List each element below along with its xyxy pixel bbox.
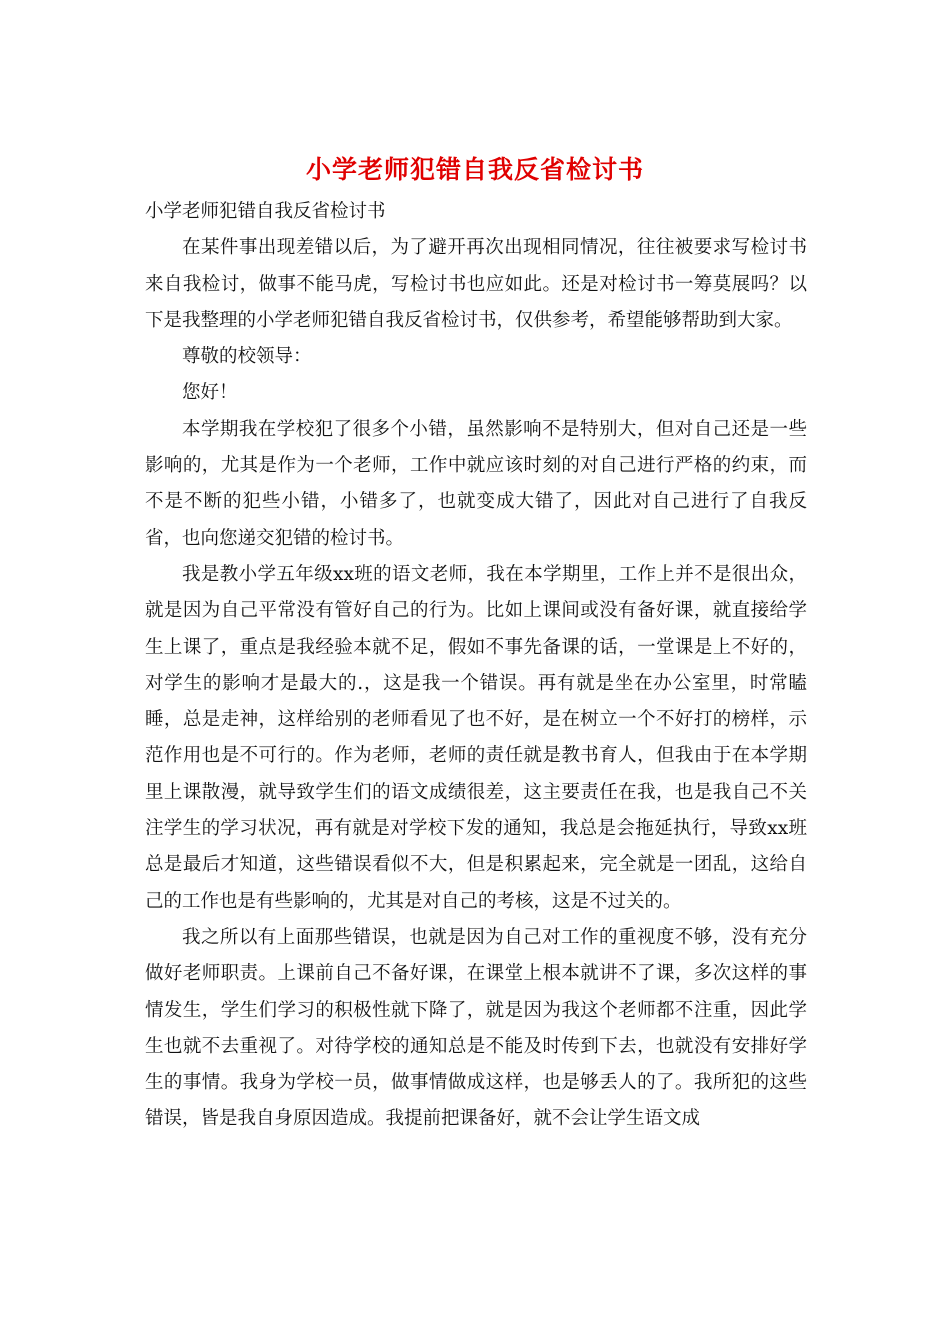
paragraph: 本学期我在学校犯了很多个小错，虽然影响不是特别大，但对自己还是一些影响的，尤其是作为一个老师，工作中就应该时刻的对自己进行严格的约束，而不是不断的犯些小错，小错多了，也就变成大错了，因此对自己进行了自我反省，也向您递交犯错的检讨书。 bbox=[145, 418, 807, 549]
intro-paragraph: 在某件事出现差错以后，为了避开再次出现相同情况，往往被要求写检讨书来自我检讨，做事不能马虎，写检讨书也应如此。还是对检讨书一筹莫展吗？以下是我整理的小学老师犯错自我反省检讨书，仅供参考，希望能够帮助到大家。 bbox=[145, 237, 807, 331]
greeting: 您好！ bbox=[182, 382, 238, 404]
salutation: 尊敬的校领导： bbox=[182, 346, 312, 368]
document-body bbox=[145, 194, 807, 1138]
document-title: 小学老师犯错自我反省检讨书 bbox=[305, 155, 644, 184]
paragraph: 我是教小学五年级xx班的语文老师，我在本学期里，工作上并不是很出众，就是因为自己平常没有管好自己的行为。比如上课间或没有备好课，就直接给学生上课了，重点是我经验本就不足，假如不事先备课的话，一堂课是上不好的，对学生的影响才是最大的.，这是我一个错误。再有就是坐在办公室里，时常瞌睡，总是走神，这样给别的老师看见了也不好，是在树立一个不好打的榜样，示范作用也是不可行的。作为老师，老师的责任就是教书育人，但我由于在本学期里上课散漫，就导致学生们的语文成绩很差，这主要责任在我，也是我自己不关注学生的学习状况，再有就是对学校下发的通知，我总是会拖延执行，导致xx班总是最后才知道，这些错误看似不大，但是积累起来，完全就是一团乱，这给自己的工作也是有些影响的，尤其是对自己的考核，这是不过关的。 bbox=[145, 563, 807, 912]
paragraph: 我之所以有上面那些错误，也就是因为自己对工作的重视度不够，没有充分做好老师职责。上课前自己不备好课，在课堂上根本就讲不了课，多次这样的事情发生，学生们学习的积极性就下降了，就是因为我这个老师都不注重，因此学生也就不去重视了。对待学校的通知总是不能及时传到下去，也就没有安排好学生的事情。我身为学校一员，做事情做成这样，也是够丢人的了。我所犯的这些错误，皆是我自身原因造成。我提前把课备好，就不会让学生语文成 bbox=[145, 926, 807, 1130]
document-subtitle: 小学老师犯错自我反省检讨书 bbox=[145, 201, 386, 222]
